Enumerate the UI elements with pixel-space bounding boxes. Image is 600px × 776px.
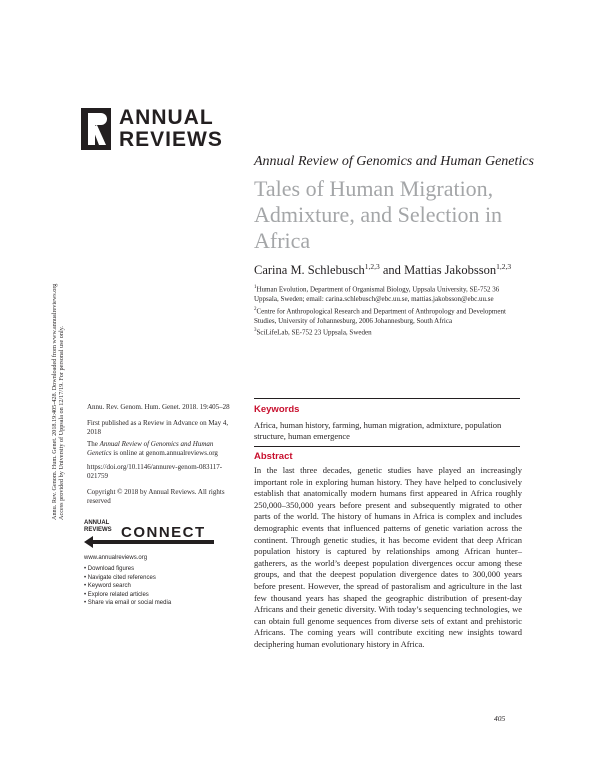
connect-feature-item: • Navigate cited references — [84, 574, 171, 583]
keywords-text: Africa, human history, farming, human migration, admixture, population structure, human emergence — [254, 420, 502, 441]
citation-online-pre: The — [87, 440, 100, 448]
connect-logo-word: CONNECT — [121, 524, 206, 541]
citation-online — [87, 440, 237, 458]
connect-arrow-icon — [84, 535, 214, 549]
logo-word-annual: ANNUAL — [119, 106, 214, 129]
affiliation-1 — [254, 283, 524, 304]
annual-reviews-logo-mark — [81, 108, 111, 150]
page-number: 405 — [494, 714, 506, 723]
download-note-line-2: Access provided by University of Uppsala on 12/17/19. For personal use only. — [58, 326, 66, 520]
affiliation-2-text: Centre for Anthropological Research and Department of Anthropology and Development Studies, University of Johannesburg, 2006 Johannesburg, South Africa — [254, 307, 506, 325]
affiliation-2 — [254, 305, 524, 326]
connect-url-link[interactable]: www.annualreviews.org — [84, 555, 148, 561]
journal-name: Annual Review of Genomics and Human Genetics — [254, 154, 534, 169]
keywords-heading: Keywords — [254, 404, 300, 415]
citation-reference: Annu. Rev. Genom. Hum. Genet. 2018. 19:405–28 — [87, 403, 230, 411]
connect-feature-list — [84, 565, 171, 608]
connect-logo-annual: ANNUAL — [84, 520, 110, 526]
connect-feature-item: • Share via email or social media — [84, 599, 171, 608]
author-2-name: Mattias Jakobsson — [404, 263, 497, 278]
author-line — [254, 262, 511, 278]
author-joiner: and — [379, 263, 405, 278]
author-1-name: Carina M. Schlebusch — [254, 263, 365, 278]
download-note-line-1: Annu. Rev. Genom. Hum. Genet. 2018.19:405-428. Downloaded from www.annualreviews.org — [51, 283, 58, 520]
author-2-affil: 1,2,3 — [496, 262, 512, 271]
affiliation-3 — [254, 326, 524, 338]
citation-online-journal: Annual Review of Genomics and Human Genetics — [87, 440, 214, 457]
connect-feature-item: • Explore related articles — [84, 591, 171, 600]
author-1-affil: 1,2,3 — [364, 262, 380, 271]
connect-logo-small-text — [84, 520, 112, 533]
connect-feature-item: • Download figures — [84, 565, 171, 574]
article-title: Tales of Human Migration, Admixture, and Selection in Africa — [254, 176, 503, 253]
affiliation-2-sup: 2 — [254, 307, 257, 312]
connect-feature-item: • Keyword search — [84, 582, 171, 591]
keywords-rule — [254, 398, 520, 399]
affiliation-1-sup: 1 — [254, 285, 257, 290]
connect-logo — [84, 520, 214, 552]
abstract-text: In the last three decades, genetic studies have played an increasingly important role in exploring human history. They have helped to conclusively establish that anatomically modern humans first appeared in Africa roughly 250,000–350,000 years before present and subsequently migrated to other parts of the world. The history of humans in Africa is complex and includes demographic events that influenced patterns of genetic variation across the continent. Through genetic studies, it has become evident that deep African population history is captured by relationships among African hunter–gatherers, as the world’s deepest population divergences occur among these groups, and that the deepest population divergence dates to 300,000 years before present. However, the spread of pastoralism and agriculture in the last few thousand years has shaped the geographic distribution of present-day Africans and their genetic diversity. With today’s sequencing technologies, we can obtain full genome sequences from diverse sets of extant and prehistoric Africans. The coming years will contribute exciting new insights toward deciphering human evolutionary history in Africa. — [254, 465, 522, 649]
connect-logo-reviews: REVIEWS — [84, 526, 112, 533]
affiliation-3-text: SciLifeLab, SE-752 23 Uppsala, Sweden — [256, 328, 372, 337]
affiliation-1-text: Human Evolution, Department of Organismal Biology, Uppsala University, SE-752 36 Uppsala, Sweden; email: carina.schlebusch@ebc.uu.se, mattias.jakobsson@ebc.uu.se — [254, 285, 500, 303]
citation-copyright: Copyright © 2018 by Annual Reviews. All rights reserved — [87, 488, 225, 505]
abstract-rule — [254, 446, 520, 447]
citation-online-post: is online at genom.annualreviews.org — [111, 449, 218, 457]
affiliation-3-sup: 3 — [254, 328, 257, 333]
logo-word-reviews: REVIEWS — [119, 128, 223, 151]
abstract-heading: Abstract — [254, 451, 293, 462]
download-note — [51, 228, 65, 520]
annual-reviews-logo — [81, 104, 221, 152]
citation-doi-link[interactable]: https://doi.org/10.1146/annurev-genom-083117-021759 — [87, 463, 223, 480]
citation-advance: First published as a Review in Advance on May 4, 2018 — [87, 419, 229, 436]
